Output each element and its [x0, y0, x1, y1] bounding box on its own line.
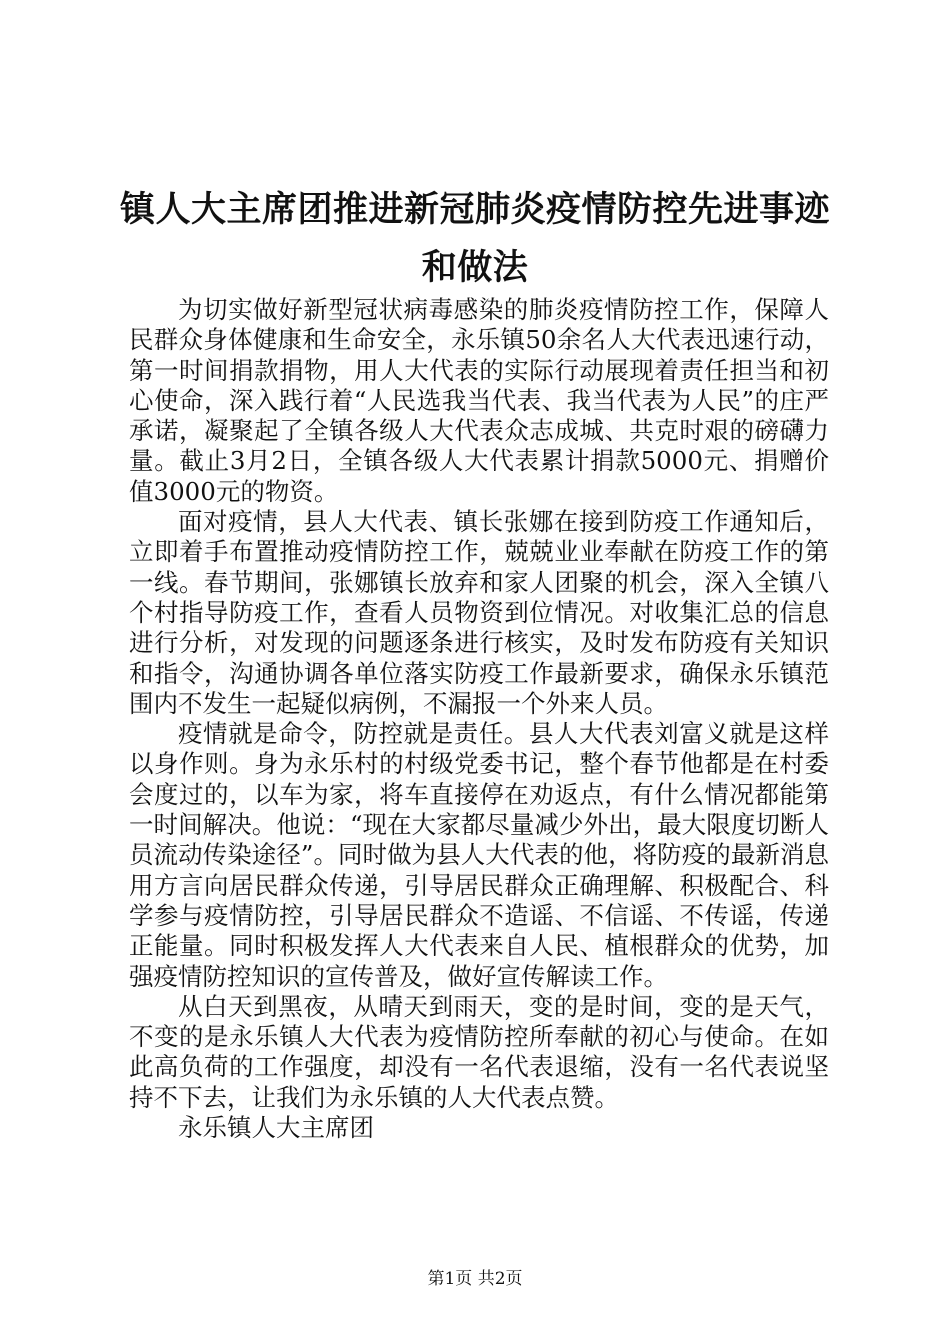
paragraph-4: 从白天到黑夜，从晴天到雨天，变的是时间，变的是天气，不变的是永乐镇人大代表为疫情防控所奉献的初心与使命。在如此高负荷的工作强度，却没有一名代表退缩，没有一名代表说坚持不下去，让我们为永乐镇的人大代表点赞。	[129, 991, 829, 1112]
paragraph-2: 面对疫情，县人大代表、镇长张娜在接到防疫工作通知后，立即着手布置推动疫情防控工作，兢兢业业奉献在防疫工作的第一线。春节期间，张娜镇长放弃和家人团聚的机会，深入全镇八个村指导防疫工作，查看人员物资到位情况。对收集汇总的信息进行分析，对发现的问题逐条进行核实，及时发布防疫有关知识和指令，沟通协调各单位落实防疫工作最新要求，确保永乐镇范围内不发生一起疑似病例，不漏报一个外来人员。	[129, 507, 829, 718]
paragraph-3: 疫情就是命令，防控就是责任。县人大代表刘富义就是这样以身作则。身为永乐村的村级党委书记，整个春节他都是在村委会度过的，以车为家，将车直接停在劝返点，有什么情况都能第一时间解决。他说：“现在大家都尽量减少外出，最大限度切断人员流动传染途径”。同时做为县人大代表的他，将防疫的最新消息用方言向居民群众传递，引导居民群众正确理解、积极配合、科学参与疫情防控，引导居民群众不造谣、不信谣、不传谣，传递正能量。同时积极发挥人大代表来自人民、植根群众的优势，加强疫情防控知识的宣传普及，做好宣传解读工作。	[129, 719, 829, 991]
document-title-line-2: 和做法	[421, 247, 529, 288]
signature: 永乐镇人大主席团	[178, 1113, 374, 1143]
page-footer: 第1页 共2页	[427, 1269, 523, 1289]
document-body	[129, 295, 829, 1143]
document-title-line-1: 镇人大主席团推进新冠肺炎疫情防控先进事迹	[120, 189, 831, 230]
paragraph-1: 为切实做好新型冠状病毒感染的肺炎疫情防控工作，保障人民群众身体健康和生命安全，永乐镇50余名人大代表迅速行动，第一时间捐款捐物，用人大代表的实际行动展现着责任担当和初心使命，深入践行着“人民选我当代表、我当代表为人民”的庄严承诺，凝聚起了全镇各级人大代表众志成城、共克时艰的磅礴力量。截止3月2日，全镇各级人大代表累计捐款5000元、捐赠价值3000元的物资。	[129, 295, 829, 506]
